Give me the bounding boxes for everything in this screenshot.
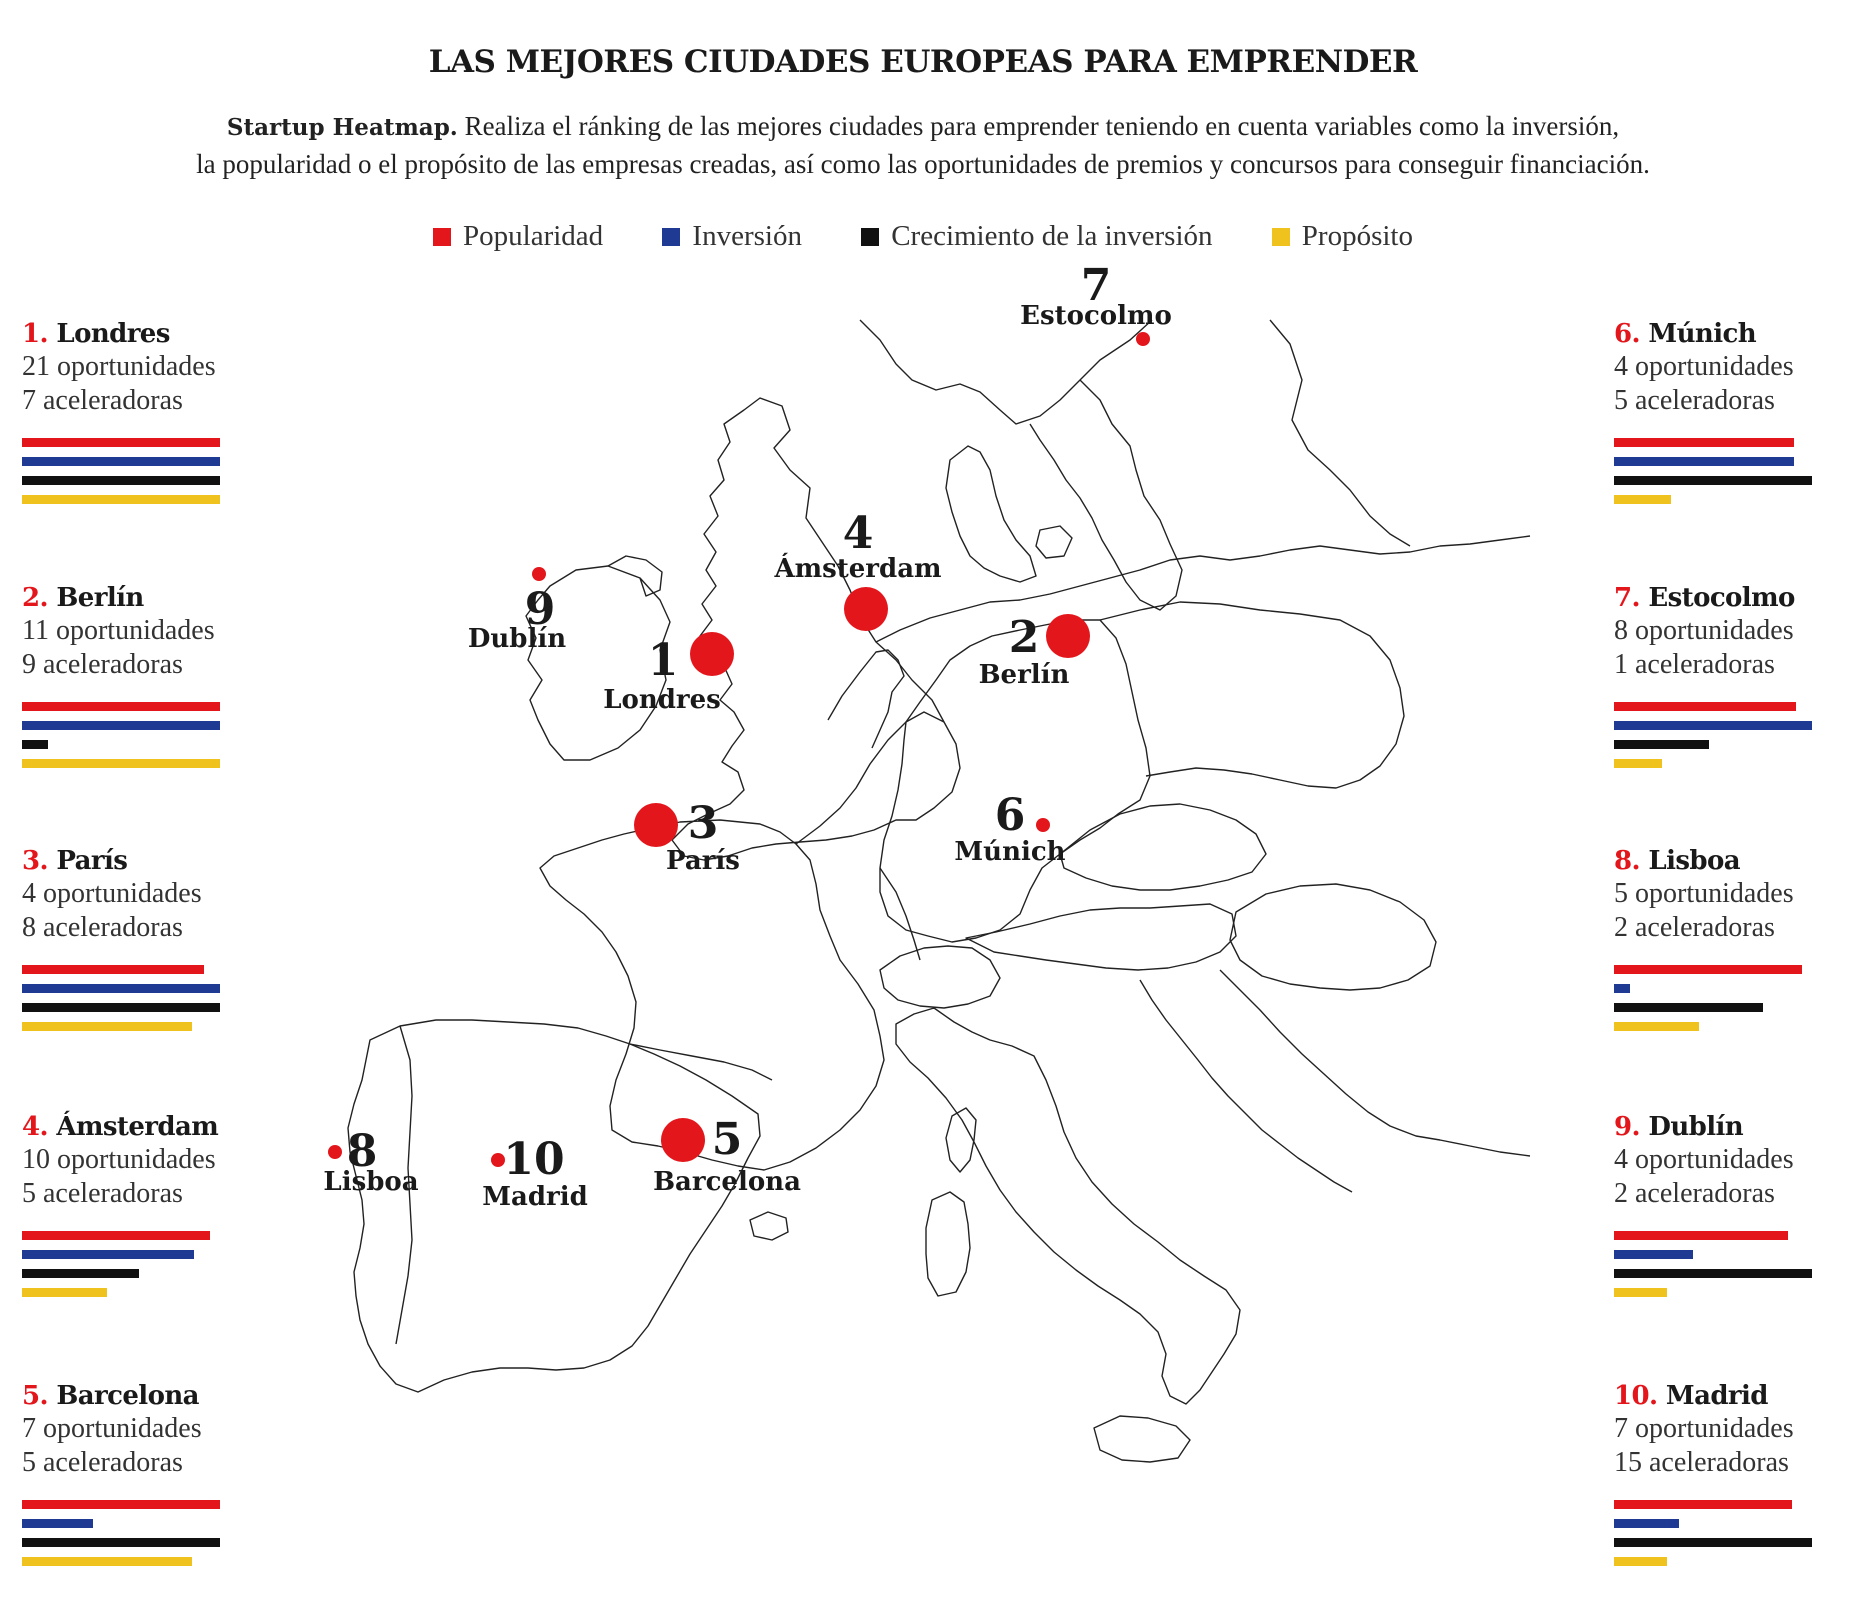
legend-item-crecimiento bbox=[861, 220, 1212, 253]
label-num-munich: 6 bbox=[994, 790, 1026, 841]
city-name: Dublín bbox=[1648, 1112, 1744, 1142]
italy-outline bbox=[896, 1008, 1240, 1404]
accelerators-count: 7 aceleradoras bbox=[22, 385, 183, 416]
bar-crecimiento bbox=[1614, 476, 1812, 485]
bar-popularidad bbox=[1614, 965, 1802, 974]
baltic-coast bbox=[876, 536, 1530, 642]
bar-proposito bbox=[22, 1022, 192, 1031]
bar-crecimiento bbox=[22, 1003, 220, 1012]
ranking-heading bbox=[22, 582, 272, 614]
sicily-outline bbox=[1094, 1416, 1190, 1462]
ranking-panel-8 bbox=[1614, 845, 1864, 1041]
balearic-islands bbox=[750, 1212, 788, 1240]
netherlands-coast bbox=[828, 650, 904, 748]
rank-number: 1. bbox=[22, 319, 48, 349]
denmark-outline bbox=[946, 446, 1036, 582]
bar-crecimiento bbox=[22, 1269, 139, 1278]
label-name-lisboa: Lisboa bbox=[323, 1167, 419, 1197]
legend-label: Popularidad bbox=[463, 220, 604, 252]
dot-estocolmo bbox=[1136, 332, 1150, 346]
accelerators-count: 5 aceleradoras bbox=[22, 1447, 183, 1478]
label-num-madrid: 10 bbox=[503, 1134, 565, 1185]
bar-popularidad bbox=[1614, 1500, 1792, 1509]
legend-swatch bbox=[433, 228, 451, 246]
city-name: Estocolmo bbox=[1648, 583, 1795, 613]
label-name-estocolmo: Estocolmo bbox=[1020, 301, 1172, 331]
rank-number: 8. bbox=[1614, 846, 1640, 876]
legend-swatch bbox=[1272, 228, 1290, 246]
ranking-heading bbox=[22, 1111, 272, 1143]
dot-barcelona bbox=[661, 1118, 705, 1162]
city-name: Barcelona bbox=[56, 1381, 199, 1411]
ranking-heading bbox=[1614, 318, 1864, 350]
label-num-estocolmo: 7 bbox=[1080, 260, 1112, 311]
ranking-panel-2 bbox=[22, 582, 272, 778]
metric-bars bbox=[1614, 1500, 1864, 1566]
sardinia-outline bbox=[926, 1192, 970, 1296]
dot-londres bbox=[690, 632, 734, 676]
benelux-outline bbox=[796, 712, 944, 844]
legend-swatch bbox=[861, 228, 879, 246]
bar-popularidad bbox=[1614, 1231, 1788, 1240]
balkans-outline bbox=[1220, 970, 1530, 1156]
bar-proposito bbox=[22, 1557, 192, 1566]
bar-proposito bbox=[1614, 1557, 1667, 1566]
label-name-barcelona: Barcelona bbox=[653, 1167, 801, 1197]
metric-bars bbox=[22, 1231, 272, 1297]
bar-proposito bbox=[1614, 495, 1671, 504]
label-name-paris: París bbox=[666, 846, 740, 876]
label-num-dublin: 9 bbox=[524, 584, 556, 635]
bar-inversion bbox=[22, 1519, 93, 1528]
label-num-londres: 1 bbox=[647, 635, 679, 686]
accelerators-count: 9 aceleradoras bbox=[22, 649, 183, 680]
accelerators-count: 5 aceleradoras bbox=[22, 1178, 183, 1209]
ranking-heading bbox=[22, 845, 272, 877]
ranking-heading bbox=[1614, 1111, 1864, 1143]
bar-proposito bbox=[22, 759, 220, 768]
city-name: Ámsterdam bbox=[56, 1112, 219, 1142]
legend-swatch bbox=[662, 228, 680, 246]
metric-bars bbox=[1614, 702, 1864, 768]
legend-item-inversion bbox=[662, 220, 802, 253]
metric-bars bbox=[22, 965, 272, 1031]
metric-bars bbox=[1614, 965, 1864, 1031]
city-name: Múnich bbox=[1648, 319, 1757, 349]
dot-berlin bbox=[1046, 614, 1090, 658]
opportunities-count: 7 oportunidades bbox=[1614, 1413, 1794, 1444]
city-name: París bbox=[56, 846, 128, 876]
bar-crecimiento bbox=[1614, 740, 1709, 749]
ranking-heading bbox=[1614, 845, 1864, 877]
croatia-coast bbox=[1140, 980, 1352, 1192]
bar-popularidad bbox=[1614, 702, 1796, 711]
bar-popularidad bbox=[22, 702, 220, 711]
ranking-panel-9 bbox=[1614, 1111, 1864, 1307]
czech-outline bbox=[1060, 804, 1266, 890]
bar-popularidad bbox=[22, 965, 204, 974]
bar-crecimiento bbox=[1614, 1269, 1812, 1278]
ranking-panel-5 bbox=[22, 1380, 272, 1576]
chart-title: LAS MEJORES CIUDADES EUROPEAS PARA EMPRENDER bbox=[428, 44, 1418, 80]
metric-bars bbox=[22, 438, 272, 504]
europe-map bbox=[323, 260, 1530, 1600]
opportunities-count: 21 oportunidades bbox=[22, 351, 216, 382]
bar-crecimiento bbox=[22, 1538, 220, 1547]
legend-label: Crecimiento de la inversión bbox=[891, 220, 1213, 252]
opportunities-count: 11 oportunidades bbox=[22, 615, 215, 646]
dot-paris bbox=[634, 803, 678, 847]
ranking-panel-3 bbox=[22, 845, 272, 1041]
label-num-paris: 3 bbox=[687, 798, 719, 849]
finland-outline bbox=[1270, 320, 1410, 546]
map-outlines bbox=[348, 320, 1530, 1462]
bar-popularidad bbox=[22, 438, 220, 447]
rank-number: 9. bbox=[1614, 1112, 1640, 1142]
metric-bars bbox=[22, 1500, 272, 1566]
opportunities-count: 5 oportunidades bbox=[1614, 878, 1794, 909]
opportunities-count: 10 oportunidades bbox=[22, 1144, 216, 1175]
opportunities-count: 7 oportunidades bbox=[22, 1413, 202, 1444]
ranking-panel-7 bbox=[1614, 582, 1864, 778]
accelerators-count: 15 aceleradoras bbox=[1614, 1447, 1789, 1478]
rank-number: 10. bbox=[1614, 1381, 1658, 1411]
bar-inversion bbox=[22, 984, 220, 993]
city-name: Madrid bbox=[1665, 1381, 1768, 1411]
austria-outline bbox=[966, 904, 1236, 970]
legend-item-popularidad bbox=[433, 220, 603, 253]
label-num-barcelona: 5 bbox=[711, 1114, 743, 1165]
france-spain-border bbox=[630, 1044, 772, 1080]
bar-crecimiento bbox=[1614, 1538, 1812, 1547]
bar-inversion bbox=[22, 457, 220, 466]
accelerators-count: 8 aceleradoras bbox=[22, 912, 183, 943]
opportunities-count: 4 oportunidades bbox=[1614, 351, 1794, 382]
opportunities-count: 8 oportunidades bbox=[1614, 615, 1794, 646]
metric-bars bbox=[1614, 1231, 1864, 1297]
label-name-munich: Múnich bbox=[954, 837, 1066, 867]
dot-munich bbox=[1036, 818, 1050, 832]
bar-crecimiento bbox=[22, 740, 48, 749]
opportunities-count: 4 oportunidades bbox=[1614, 1144, 1794, 1175]
bar-proposito bbox=[1614, 1022, 1699, 1031]
bar-inversion bbox=[1614, 457, 1794, 466]
rank-number: 3. bbox=[22, 846, 48, 876]
dot-amsterdam bbox=[844, 587, 888, 631]
legend bbox=[0, 220, 1846, 253]
bar-inversion bbox=[22, 721, 220, 730]
bar-inversion bbox=[22, 1250, 194, 1259]
bar-popularidad bbox=[1614, 438, 1794, 447]
bar-proposito bbox=[1614, 759, 1662, 768]
label-num-berlin: 2 bbox=[1008, 612, 1040, 663]
switzerland-outline bbox=[880, 946, 1000, 1008]
rank-number: 2. bbox=[22, 583, 48, 613]
france-germany-border bbox=[880, 868, 920, 960]
city-markers bbox=[328, 332, 1150, 1167]
opportunities-count: 4 oportunidades bbox=[22, 878, 202, 909]
bar-crecimiento bbox=[1614, 1003, 1763, 1012]
legend-item-proposito bbox=[1272, 220, 1413, 253]
city-name: Berlín bbox=[56, 583, 144, 613]
legend-label: Propósito bbox=[1301, 220, 1413, 252]
intro-text bbox=[80, 108, 1766, 182]
ranking-heading bbox=[22, 318, 272, 350]
label-num-amsterdam: 4 bbox=[842, 508, 874, 559]
ranking-heading bbox=[22, 1380, 272, 1412]
metric-bars bbox=[22, 702, 272, 768]
bar-proposito bbox=[22, 1288, 107, 1297]
rank-number: 7. bbox=[1614, 583, 1640, 613]
bar-popularidad bbox=[22, 1231, 210, 1240]
poland-outline bbox=[1100, 602, 1404, 788]
city-name: Londres bbox=[56, 319, 170, 349]
label-name-amsterdam: Ámsterdam bbox=[774, 554, 942, 584]
bar-popularidad bbox=[22, 1500, 220, 1509]
label-num-lisboa: 8 bbox=[346, 1126, 378, 1177]
sweden-outline bbox=[1030, 380, 1182, 610]
rank-number: 4. bbox=[22, 1112, 48, 1142]
label-name-londres: Londres bbox=[603, 685, 721, 715]
label-name-berlin: Berlín bbox=[978, 660, 1070, 690]
dot-lisboa bbox=[328, 1145, 342, 1159]
great-britain-outline bbox=[672, 398, 960, 860]
accelerators-count: 2 aceleradoras bbox=[1614, 1178, 1775, 1209]
bar-inversion bbox=[1614, 984, 1630, 993]
ranking-panel-1 bbox=[22, 318, 272, 514]
bar-crecimiento bbox=[22, 476, 220, 485]
intro-line-2: la popularidad o el propósito de las empresas creadas, así como las oportunidades de premios y concursos para conseguir financiación. bbox=[196, 149, 1650, 179]
dot-dublin bbox=[532, 567, 546, 581]
intro-bold: Startup Heatmap. bbox=[226, 114, 458, 141]
accelerators-count: 5 aceleradoras bbox=[1614, 385, 1775, 416]
bar-inversion bbox=[1614, 721, 1812, 730]
metric-bars bbox=[1614, 438, 1864, 504]
scandinavia-outline bbox=[860, 320, 1152, 424]
legend-label: Inversión bbox=[692, 220, 802, 252]
accelerators-count: 2 aceleradoras bbox=[1614, 912, 1775, 943]
label-name-madrid: Madrid bbox=[482, 1182, 588, 1212]
intro-line-1: Realiza el ránking de las mejores ciudades para emprender teniendo en cuenta variables como la inversión, bbox=[457, 111, 1620, 141]
bar-proposito bbox=[22, 495, 220, 504]
rank-number: 6. bbox=[1614, 319, 1640, 349]
bar-inversion bbox=[1614, 1250, 1693, 1259]
accelerators-count: 1 aceleradoras bbox=[1614, 649, 1775, 680]
ranking-panel-6 bbox=[1614, 318, 1864, 514]
label-name-dublin: Dublín bbox=[467, 624, 567, 654]
rank-number: 5. bbox=[22, 1381, 48, 1411]
ranking-heading bbox=[1614, 1380, 1864, 1412]
ranking-panel-4 bbox=[22, 1111, 272, 1307]
ranking-heading bbox=[1614, 582, 1864, 614]
bar-proposito bbox=[1614, 1288, 1667, 1297]
hungary-outline bbox=[1230, 884, 1436, 990]
ranking-panel-10 bbox=[1614, 1380, 1864, 1576]
city-name: Lisboa bbox=[1648, 846, 1740, 876]
danish-islands bbox=[1036, 526, 1072, 558]
bar-inversion bbox=[1614, 1519, 1679, 1528]
